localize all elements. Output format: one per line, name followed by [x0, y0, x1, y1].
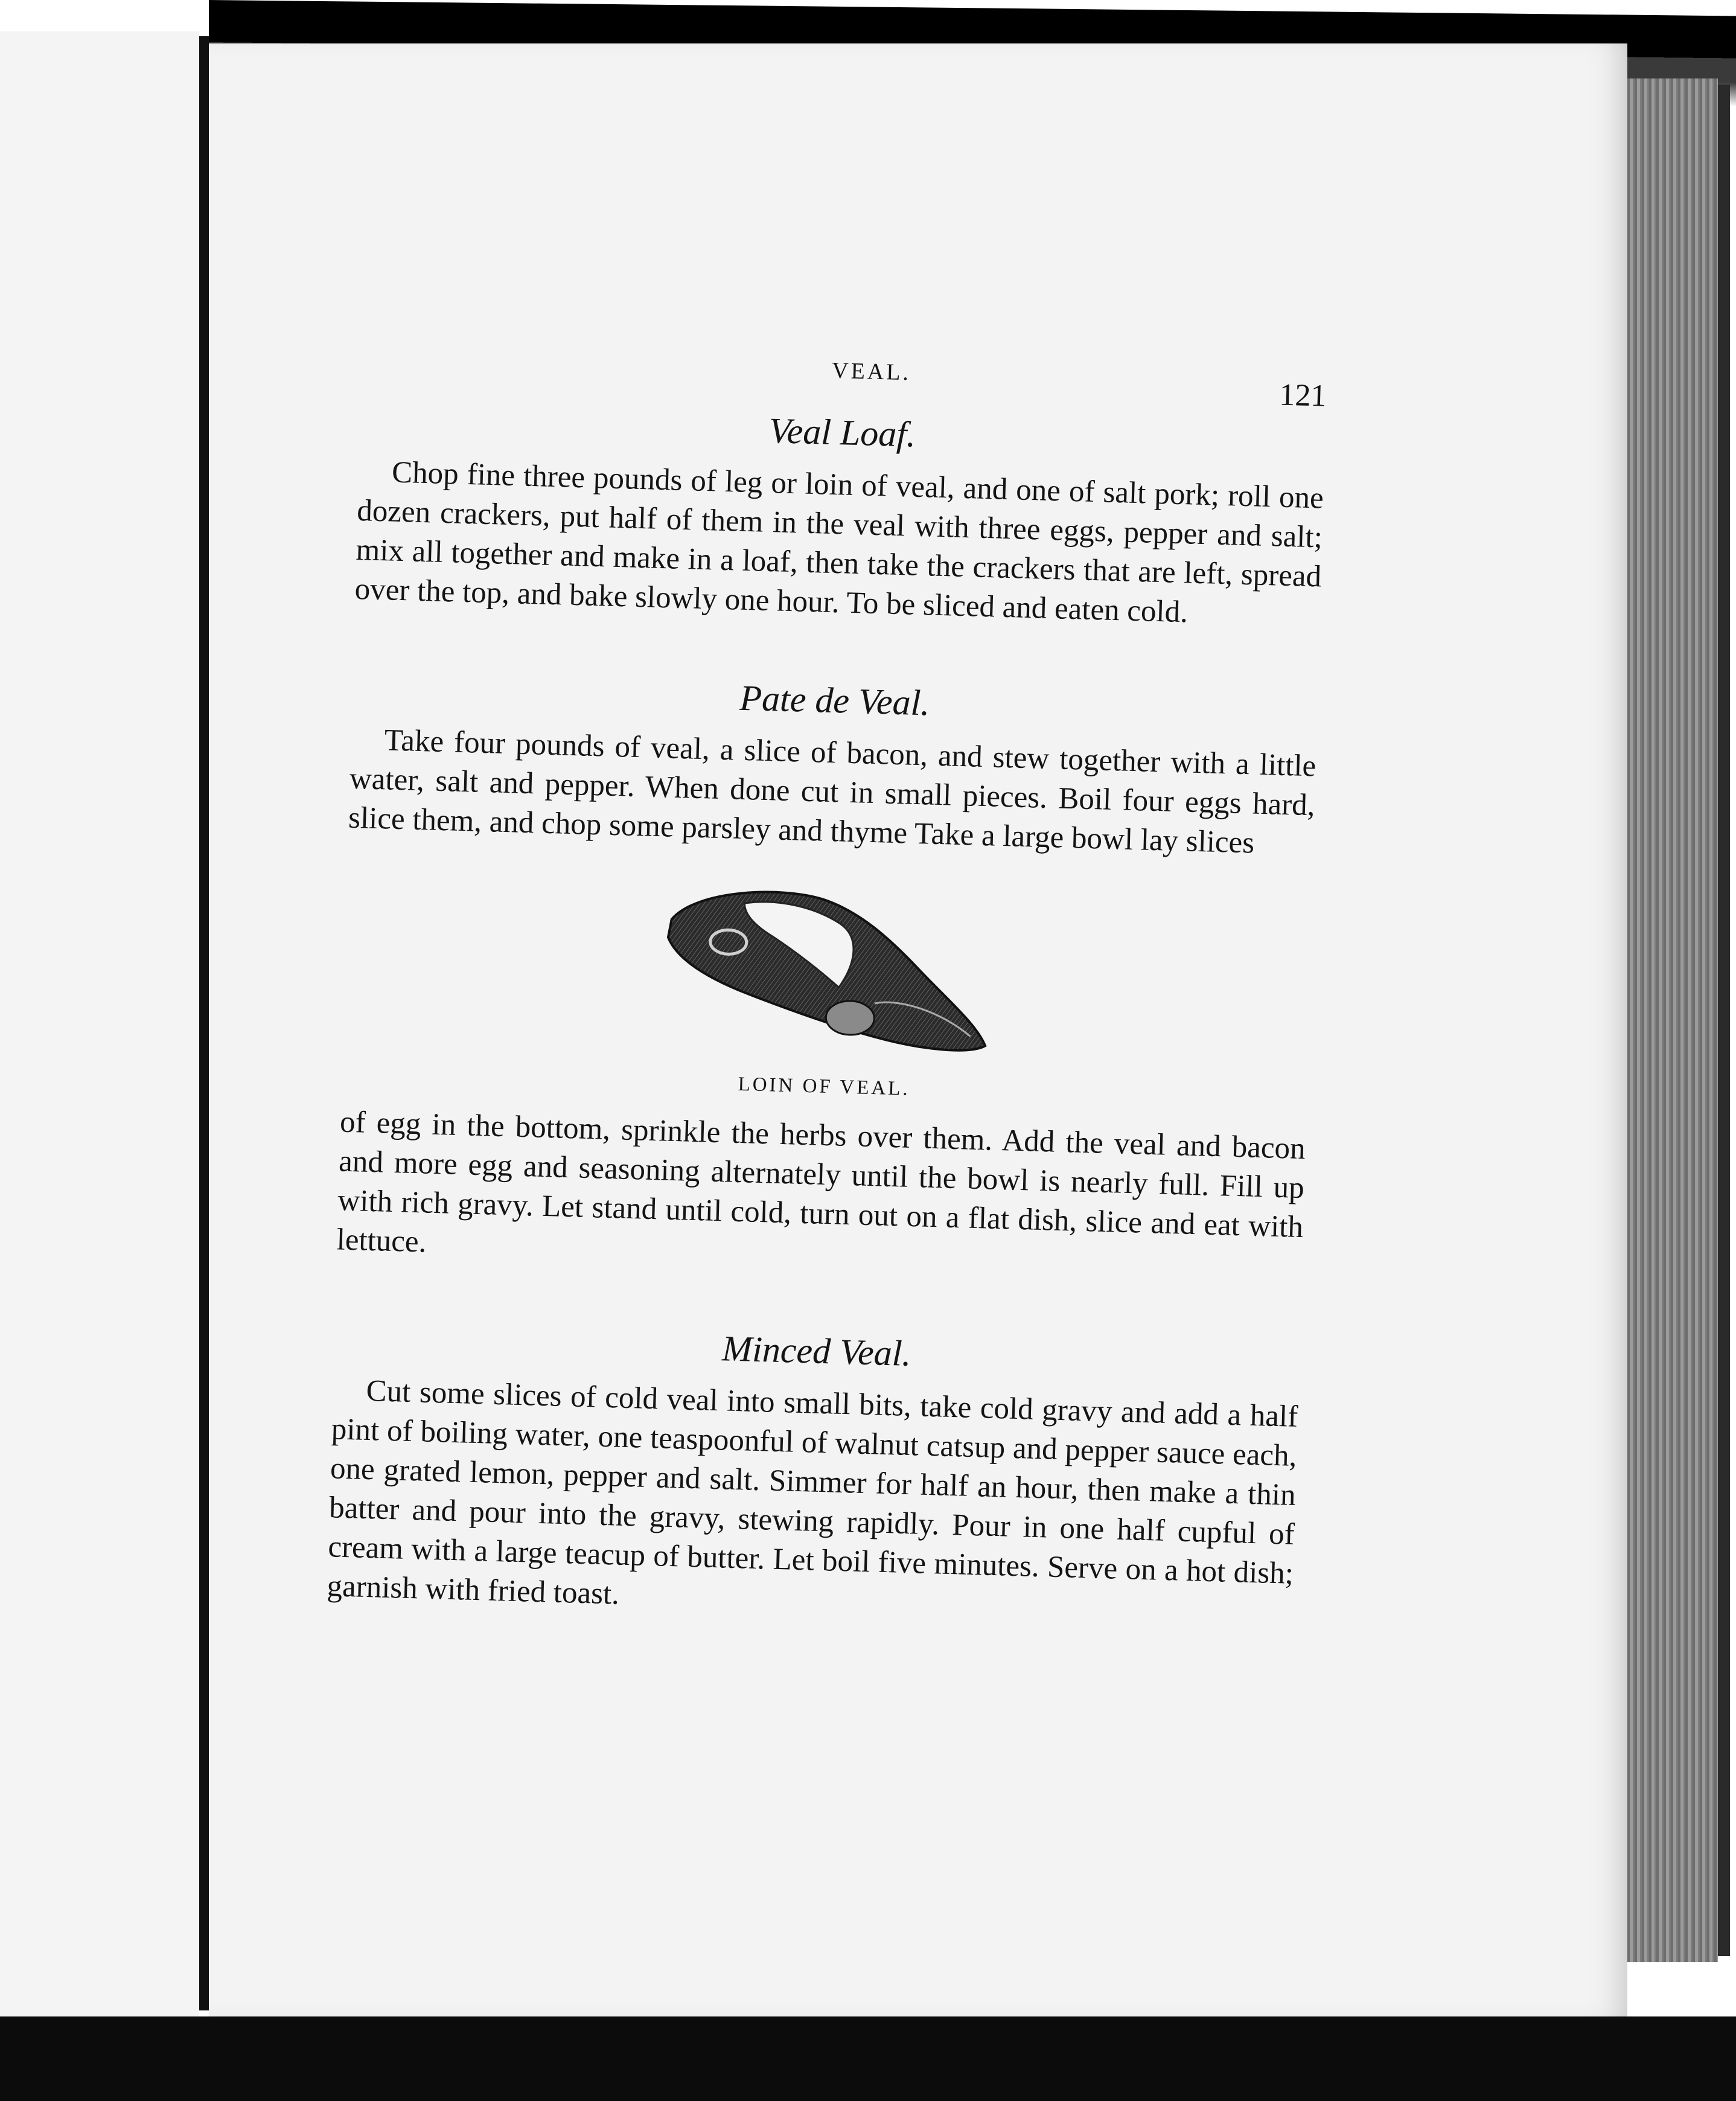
scan-bottom-border	[0, 2016, 1736, 2101]
page-number: 121	[1278, 377, 1327, 414]
recipe-title-veal-loaf: Veal Loaf.	[768, 410, 916, 455]
recipe-body-pate-de-veal-part-1: Take four pounds of veal, a slice of bacon, and stew together with a little water, salt and pepper. When done cut in small pieces. Boil four eggs hard, slice them, and chop some parsley and thyme Take a large bowl lay slices	[348, 723, 1317, 860]
section-title: VEAL.	[831, 357, 911, 386]
cover-edge	[1718, 85, 1730, 1956]
loin-of-veal-engraving-icon	[656, 877, 998, 1067]
recipe-title-minced-veal: Minced Veal.	[721, 1328, 912, 1374]
page-text	[327, 326, 1328, 1633]
recipe-title-pate-de-veal: Pate de Veal.	[739, 677, 931, 723]
loin-of-veal-figure	[341, 868, 1312, 1112]
recipe-body-minced-veal: Cut some slices of cold veal into small bits, take cold gravy and add a half pint of boiling water, one teaspoonful of walnut catsup and pepper sauce each, one grated lemon, pepper and salt. Simmer for half an hour, then make a thin batter and pour into the gravy, stewing rapidly. Pour in one half cupful of cream with a large teacup of butter. Let boil five minutes. Serve on a hot dish; garnish with fried toast.	[326, 1373, 1298, 1611]
figure-caption: LOIN OF VEAL.	[738, 1073, 911, 1100]
book-spine	[199, 36, 209, 2010]
left-page	[0, 31, 199, 2018]
recipe-body-pate-de-veal-part-2: of egg in the bottom, sprinkle the herbs over them. Add the veal and bacon and more egg and seasoning alternately until the bowl is nearly full. Fill up with rich gravy. Let stand until cold, turn out on a flat dish, slice and eat with lettuce.	[336, 1105, 1306, 1259]
recipe-body-veal-loaf: Chop fine three pounds of leg or loin of veal, and one of salt pork; roll one dozen crackers, put half of them in the veal with three eggs, pepper and salt; mix all together and make in a loaf, then take the crackers that are left, spread over the top, and bake slowly one hour. To be sliced and eaten cold.	[354, 455, 1324, 630]
page-edges	[1627, 78, 1718, 1962]
